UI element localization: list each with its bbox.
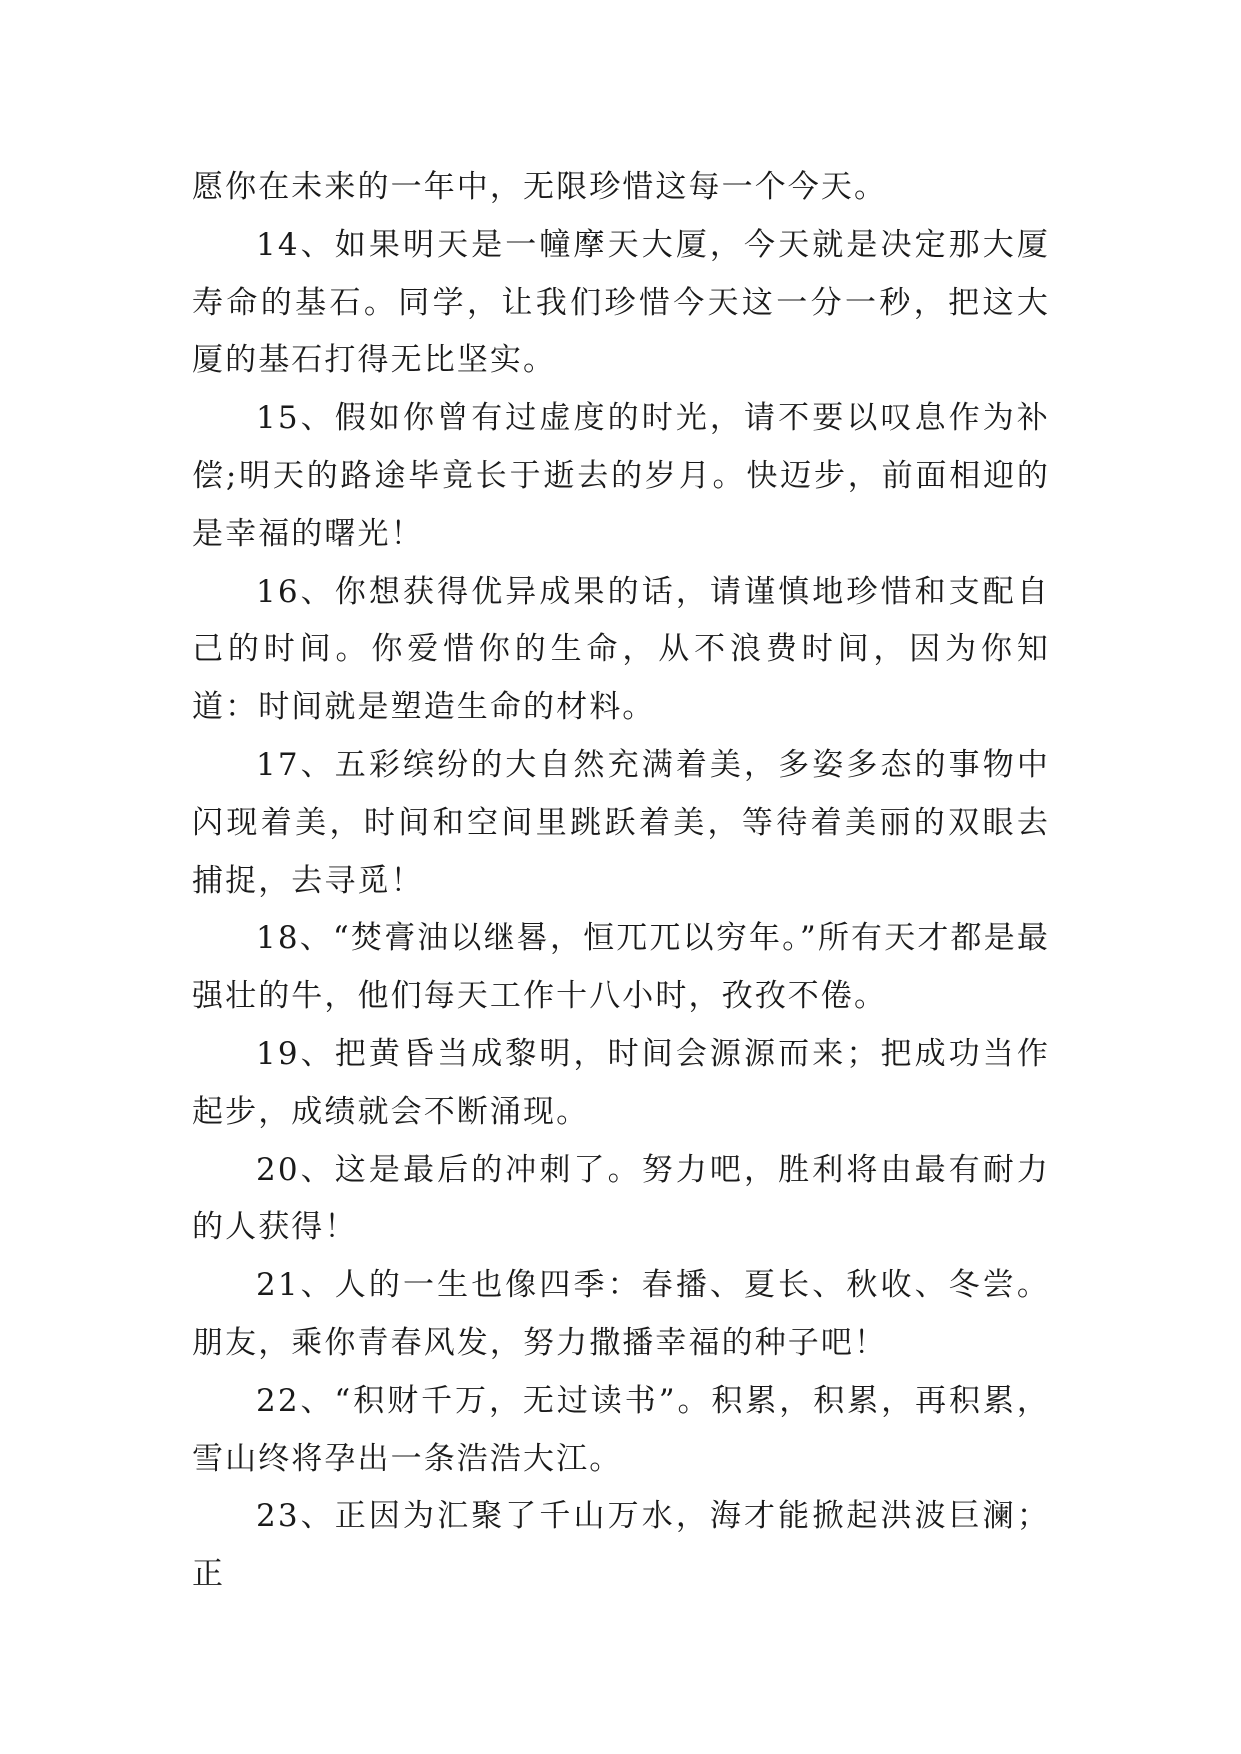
paragraph-item-19: 19、把黄昏当成黎明，时间会源源而来；把成功当作起步，成绩就会不断涌现。 bbox=[192, 1035, 1050, 1130]
paragraph-continuation: 愿你在未来的一年中，无限珍惜这每一个今天。 bbox=[192, 169, 888, 205]
paragraph-item-14: 14、如果明天是一幢摩天大厦，今天就是决定那大厦寿命的基石。同学，让我们珍惜今天这一分一秒，把这大厦的基石打得无比坚实。 bbox=[192, 226, 1050, 379]
paragraph-item-15: 15、假如你曾有过虚度的时光，请不要以叹息作为补偿;明天的路途毕竟长于逝去的岁月。快迈步，前面相迎的是幸福的曙光！ bbox=[192, 400, 1050, 552]
paragraph-item-22: 22、“积财千万，无过读书”。积累，积累，再积累，雪山终将孕出一条浩浩大江。 bbox=[192, 1382, 1050, 1477]
paragraph-item-18: 18、“焚膏油以继晷，恒兀兀以穷年。”所有天才都是最强壮的牛，他们每天工作十八小时，孜孜不倦。 bbox=[192, 920, 1050, 1015]
paragraph-item-23: 23、正因为汇聚了千山万水，海才能掀起洪波巨澜；正 bbox=[192, 1498, 1050, 1593]
paragraph-item-21: 21、人的一生也像四季：春播、夏长、秋收、冬尝。朋友，乘你青春风发，努力撒播幸福的种子吧！ bbox=[192, 1267, 1050, 1361]
document-body bbox=[192, 159, 1050, 1604]
paragraph-item-16: 16、你想获得优异成果的话，请谨慎地珍惜和支配自己的时间。你爱惜你的生命，从不浪费时间，因为你知道：时间就是塑造生命的材料。 bbox=[192, 573, 1050, 726]
paragraph-item-20: 20、这是最后的冲刺了。努力吧，胜利将由最有耐力的人获得！ bbox=[192, 1151, 1050, 1246]
paragraph-item-17: 17、五彩缤纷的大自然充满着美，多姿多态的事物中闪现着美，时间和空间里跳跃着美，等待着美丽的双眼去捕捉，去寻觅！ bbox=[192, 746, 1050, 899]
